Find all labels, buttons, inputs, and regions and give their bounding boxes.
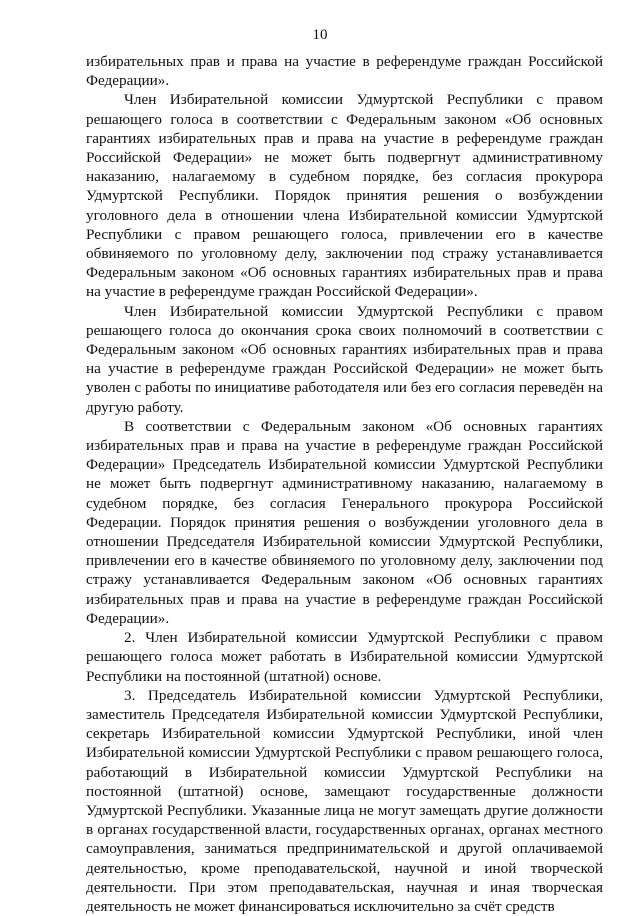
- paragraph-continuation: избирательных прав и права на участие в референдуме граждан Российской Федерации».: [86, 53, 603, 90]
- paragraph-clause-2: 2. Член Избирательной комиссии Удмуртской Республики с правом решающего голоса может работать в Избирательной комиссии Удмуртской Республики на постоянной (штатной) основе.: [86, 629, 603, 685]
- paragraph-clause-3: 3. Председатель Избирательной комиссии Удмуртской Республики, заместитель Председателя Избирательной комиссии Удмуртской Республики, секретарь Избирательной комиссии Удмуртской Республики, иной член Избирательной комиссии Удмуртской Республики с правом решающего голоса, работающий в Избирательной комиссии Удмуртской Республики на постоянной (штатной) основе, замещают государственные должности Удмуртской Республики. Указанные лица не могут замещать другие должности в органах государственной власти, государственных органах, органах местного самоуправления, заниматься предпринимательской и другой оплачиваемой деятельностью, кроме преподавательской, научной и иной творческой деятельности. При этом преподавательская, научная и иная творческая деятельность не может финансироваться исключительно за счёт средств: [86, 686, 603, 915]
- paragraph-employment-protection: Член Избирательной комиссии Удмуртской Республики с правом решающего голоса до окончания срока своих полномочий в соответствии с Федеральным законом «Об основных гарантиях избирательных прав и права на участие в референдуме граждан Российской Федерации» не может быть уволен с работы по инициативе работодателя или без его согласия переведён на другую работу.: [86, 302, 603, 416]
- page-number: 10: [312, 27, 328, 43]
- document-body: [86, 52, 603, 916]
- paragraph-member-immunity: Член Избирательной комиссии Удмуртской Республики с правом решающего голоса в соответствии с Федеральным законом «Об основных гарантиях избирательных прав и права на участие в референдуме граждан Российской Федерации» не может быть подвергнут административному наказанию, налагаемому в судебном порядке, без согласия прокурора Удмуртской Республики. Порядок принятия решения о возбуждении уголовного дела в отношении члена Избирательной комиссии Удмуртской Республики с правом решающего голоса, привлечении его в качестве обвиняемого по уголовному делу, заключении под стражу устанавливается Федеральным законом «Об основных гарантиях избирательных прав и права на участие в референдуме граждан Российской Федерации».: [86, 91, 603, 301]
- paragraph-chairman-immunity: В соответствии с Федеральным законом «Об основных гарантиях избирательных прав и права на участие в референдуме граждан Российской Федерации» Председатель Избирательной комиссии Удмуртской Республики не может быть подвергнут административному наказанию, налагаемому в судебном порядке, без согласия Генерального прокурора Российской Федерации. Порядок принятия решения о возбуждении уголовного дела в отношении Председателя Избирательной комиссии Удмуртской Республики, привлечении его в качестве обвиняемого по уголовному делу, заключении под стражу устанавливается Федеральным законом «Об основных гарантиях избирательных прав и права на участие в референдуме граждан Российской Федерации».: [86, 417, 603, 627]
